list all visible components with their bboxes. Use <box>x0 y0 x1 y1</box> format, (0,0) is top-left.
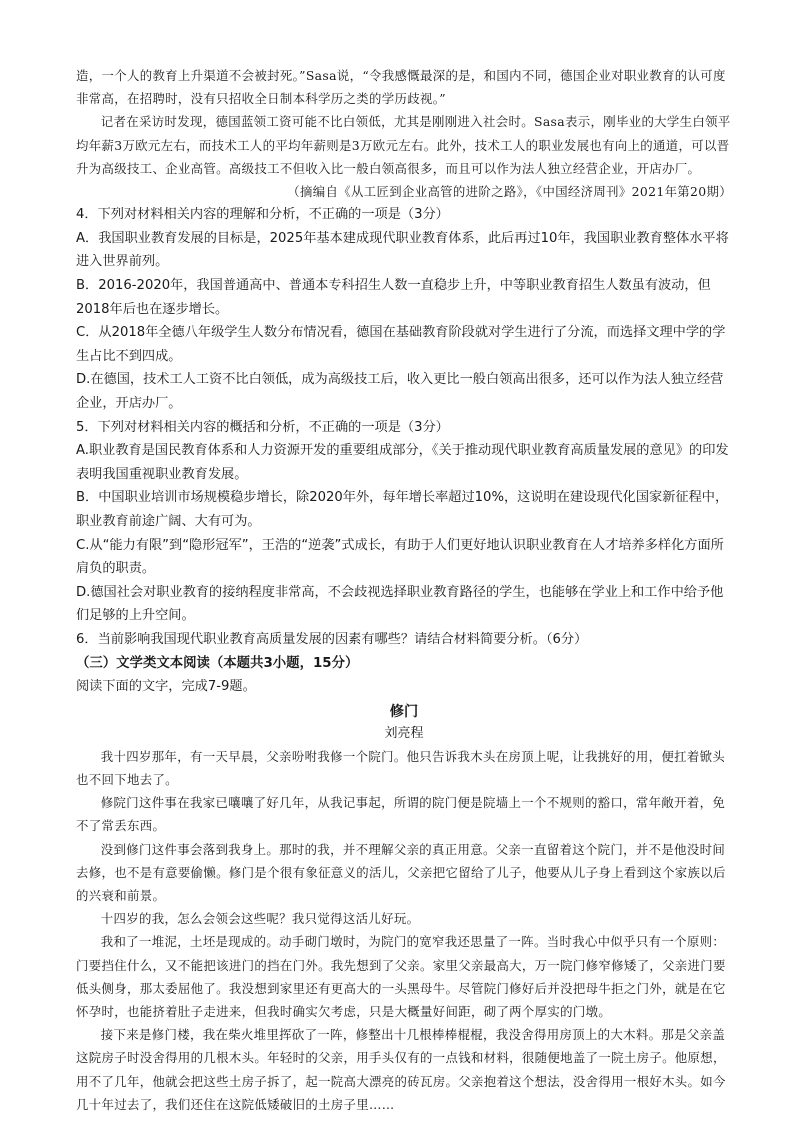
material-paragraph-1: 造，一个人的教育上升渠道不会被封死。”Sasa说，“令我感慨最深的是，和国内不同，德国企业对职业教育的认可度非常高，在招聘时，没有只招收全日制本科学历之类的学历歧视。” <box>76 68 726 107</box>
story-paragraph: 没到修门这件事会落到我身上。那时的我，并不理解父亲的真正用意。父亲一直留着这个院门，并不是他没时间去修，也不是有意要偷懒。修门是个很有象征意义的活儿，父亲把它留给了儿子，他要从儿子身上看到这个家族以后的兴衰和前景。 <box>76 841 726 903</box>
question-5-option-a: A.职业教育是国民教育体系和人力资源开发的重要组成部分，《关于推动现代职业教育高质量发展的意见》的印发表明我国重视职业教育发展。 <box>76 443 729 482</box>
story-paragraph: 我和了一堆泥，土坯是现成的。动手砌门墩时，为院门的宽窄我还思量了一阵。当时我心中似乎只有一个原则：门要挡住什么，又不能把该进门的挡在门外。我先想到了父亲。家里父亲最高大，万一院门修窄修矮了，父亲进门要低头侧身，那太委屈他了。我没想到家里还有更高大的一头黑母牛。尽管院门修好后并没把母牛拒之门外，就是在它怀孕时，也能挤着肚子走进来，但我时确实欠考虑，只是大概量好间距，砌了两个厚实的门墩。 <box>76 934 726 1019</box>
story-author: 刘亮程 <box>384 725 424 741</box>
question-5-stem: 5．下列对材料相关内容的概括和分析，不正确的一项是（3分） <box>76 419 449 435</box>
material-paragraph-2: 记者在采访时发现，德国蓝领工资可能不比白领低，尤其是刚刚进入社会时。Sasa表示，刚毕业的大学生白领平均年薪3万欧元左右，而技术工人的平均年薪则是3万欧元左右。此外，技术工人的职业发展也有向上的通道，可以晋升为高级技工、企业高管。高级技工不但收入比一般白领高很多，而且可以作为法人独立经营企业，开店办厂。 <box>76 114 731 176</box>
section-3-heading: （三）文学类文本阅读（本题共3小题，15分） <box>76 655 359 671</box>
question-5-option-d: D.德国社会对职业教育的接纳程度非常高，不会歧视选择职业教育路径的学生，也能够在学业上和工作中给予他们足够的上升空间。 <box>76 584 724 624</box>
story-body <box>76 745 732 1116</box>
story-paragraph: 我十四岁那年，有一天早晨，父亲吩咐我修一个院门。他只告诉我木头在房顶上呢，让我挑好的用，便扛着锨头也不回下地去了。 <box>76 748 726 787</box>
story-paragraph: 十四岁的我，怎么会领会这些呢？我只觉得这活儿好玩。 <box>100 911 420 927</box>
question-5-option-c: C.从“能力有限”到“隐形冠军”，王浩的“逆袭”式成长，有助于人们更好地认识职业教育在人才培养多样化方面所肩负的职责。 <box>76 537 724 577</box>
question-4-option-a: A．我国职业教育发展的目标是，2025年基本建成现代职业教育体系，此后再过10年，我国职业教育整体水平将进入世界前列。 <box>76 230 729 270</box>
question-6-stem: 6．当前影响我国现代职业教育高质量发展的因素有哪些？请结合材料简要分析。（6分） <box>76 631 588 647</box>
exam-page <box>76 64 732 1116</box>
question-4-stem: 4．下列对材料相关内容的理解和分析，不正确的一项是（3分） <box>76 207 449 223</box>
section-3-instruction: 阅读下面的文字，完成7-9题。 <box>76 679 256 695</box>
question-5-option-b: B．中国职业培训市场规模稳步增长，除2020年外，每年增长率超过10%，这说明在建设现代化国家新征程中，职业教育前途广阔、大有可为。 <box>76 490 729 529</box>
question-4-option-b: B．2016-2020年，我国普通高中、普通本专科招生人数一直稳步上升，中等职业教育招生人数虽有波动，但2018年后也在逐步增长。 <box>76 278 711 317</box>
question-4-option-d: D.在德国，技术工人工资不比白领低，成为高级技工后，收入更比一般白领高出很多，还可以作为法人独立经营企业，开店办厂。 <box>76 372 724 411</box>
story-title: 修门 <box>389 703 419 720</box>
question-4-option-c: C．从2018年全德八年级学生人数分布情况看，德国在基础教育阶段就对学生进行了分流，而选择文理中学的学生占比不到四成。 <box>76 325 726 364</box>
story-paragraph: 接下来是修门楼，我在柴火堆里挥砍了一阵，修整出十几根棒棒棍棍，我没舍得用房顶上的大木料。那是父亲盖这院房子时没舍得用的几根木头。年轻时的父亲，用手头仅有的一点钱和材料，很随便地盖了一院土房子。他原想，用不了几年，他就会把这些土房子拆了，起一院高大漂亮的砖瓦房。父亲抱着这个想法，没舍得用一根好木头。如今几十年过去了，我们还住在这院低矮破旧的土房子里…… <box>76 1027 726 1112</box>
story-paragraph: 修院门这件事在我家已嚷嚷了好几年，从我记事起，所谓的院门便是院墙上一个不规则的豁口，常年敞开着，免不了常丢东西。 <box>76 795 726 834</box>
source-note: （摘编自《从工匠到企业高管的进阶之路》，《中国经济周刊》2021年第20期） <box>287 184 732 200</box>
